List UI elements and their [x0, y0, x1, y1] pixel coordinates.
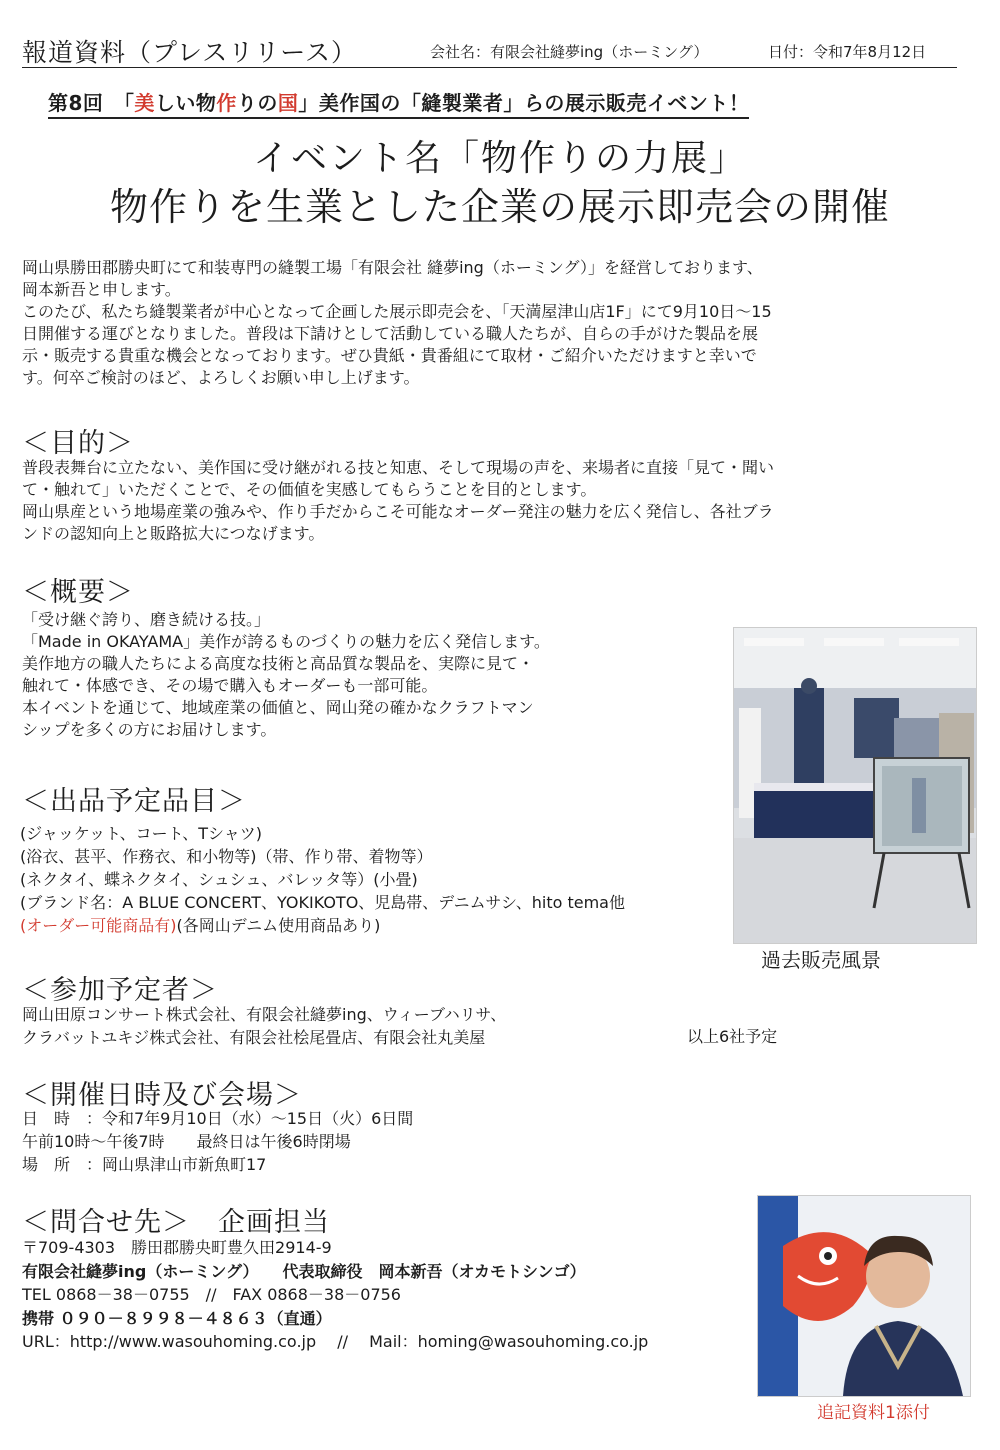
participants-heading: ＜参加予定者＞ [22, 975, 218, 1006]
overview-line: 美作地方の職人たちによる高度な技術と高品質な製品を、実際に見て・ [22, 654, 535, 673]
release-date: 日付：令和7年8月12日 [768, 43, 927, 61]
items-line: (ジャッケット、コート、Tシャツ) [20, 824, 262, 843]
schedule-place: 場 所 ：岡山県津山市新魚町17 [22, 1155, 267, 1174]
subtitle-red-text: 作 [216, 91, 237, 115]
contact-company: 有限会社縫夢ing（ホーミング） 代表取締役 岡本新吾（オカモトシンゴ） [22, 1261, 586, 1281]
purpose-line: ンドの認知向上と販路拡大につなげます。 [22, 524, 325, 543]
overview-heading: ＜概要＞ [22, 577, 134, 608]
schedule-time: 午前10時～午後7時 最終日は午後6時閉場 [22, 1132, 351, 1151]
contact-postal: 〒709-4303 勝田郡勝央町豊久田2914-9 [22, 1238, 332, 1257]
overview-line: 触れて・体感でき、その場で購入もオーダーも一部可能。 [22, 676, 438, 695]
overview-line: 「受け継ぐ誇り、磨き続ける技。」 [22, 610, 271, 629]
intro-line: このたび、私たち縫製業者が中心となって企画した展示即売会を、「天満屋津山店1F」にて9月10日～15 [22, 302, 772, 321]
participants-list [22, 1003, 506, 1049]
intro-paragraph [22, 257, 772, 389]
portrait-image [758, 1196, 970, 1396]
past-sales-photo [733, 627, 977, 944]
company-name: 会社名：有限会社縫夢ing（ホーミング） [430, 43, 709, 61]
past-sales-caption: 過去販売風景 [761, 948, 881, 972]
schedule-details [22, 1107, 413, 1176]
items-line: (ブランド名：A BLUE CONCERT、YOKIKOTO、児島帯、デニムサシ、hito tema他 [20, 893, 625, 912]
items-line [20, 914, 625, 937]
contact-mobile: 携帯 ０９０－８９９８－４８６３（直通） [22, 1308, 332, 1328]
participants-line: クラバットユキジ株式会社、有限会社桧尾畳店、有限会社丸美屋 [22, 1028, 486, 1047]
contact-url-mail: URL：http://www.wasouhoming.co.jp // Mail：homing@wasouhoming.co.jp [22, 1332, 649, 1351]
event-subtitle [48, 87, 749, 119]
overview-paragraph [22, 609, 550, 741]
intro-line: す。何卒ご検討のほど、よろしくお願い申し上げます。 [22, 368, 420, 387]
order-available-note: (オーダー可能商品有) [20, 916, 177, 935]
overview-line: 本イベントを通じて、地域産業の価値と、岡山発の確かなクラフトマン [22, 698, 534, 717]
subtitle-text: 」美作国の「縫製業者」らの展示販売イベント！ [298, 91, 750, 115]
items-list [20, 822, 625, 937]
intro-line: 日開催する運びとなりました。普段は下請けとして活動している職人たちが、自らの手がけた製品を展 [22, 324, 759, 343]
purpose-line: 岡山県産という地場産業の強みや、作り手だからこそ可能なオーダー発注の魅力を広く発信し、各社ブラ [22, 502, 774, 521]
contact-tel-fax: TEL 0868－38－0755 // FAX 0868－38－0756 [22, 1285, 401, 1304]
participants-count: 以上6社予定 [687, 1027, 778, 1046]
schedule-heading: ＜開催日時及び会場＞ [22, 1080, 302, 1111]
overview-line: シップを多くの方にお届けします。 [22, 720, 277, 739]
denim-note: (各岡山デニム使用商品あり) [176, 916, 381, 935]
subtitle-red-text: 美 [134, 91, 155, 115]
subtitle-text: 第8回 「 [48, 91, 135, 115]
portrait-photo [757, 1195, 971, 1397]
items-line: (ネクタイ、蝶ネクタイ、シュシュ、バレッタ等）(小畳) [20, 870, 418, 889]
subtitle-text: りの [236, 91, 278, 115]
store-scene-image [734, 628, 976, 943]
document-type: 報道資料（プレスリリース） [22, 38, 358, 67]
items-heading: ＜出品予定品目＞ [22, 786, 246, 817]
purpose-heading: ＜目的＞ [22, 428, 134, 459]
intro-line: 岡山県勝田郡勝央町にて和装専門の縫製工場「有限会社 縫夢ing（ホーミング）」を経営しております、 [22, 258, 763, 277]
press-header [22, 33, 957, 68]
event-title: イベント名「物作りの力展」 [252, 138, 747, 179]
subtitle-text: しい物 [154, 91, 217, 115]
attachment-note: 追記資料1添付 [817, 1403, 930, 1423]
participants-line: 岡山田原コンサート株式会社、有限会社縫夢ing、ウィーブハリサ、 [22, 1005, 507, 1024]
subtitle-red-text: 国 [277, 91, 299, 115]
intro-line: 岡本新吾と申します。 [22, 280, 181, 299]
overview-line: 「Made in OKAYAMA」美作が誇るものづくりの魅力を広く発信します。 [22, 632, 550, 651]
contact-heading: ＜問合せ先＞ 企画担当 [22, 1207, 330, 1238]
items-line: (浴衣、甚平、作務衣、和小物等)（帯、作り帯、着物等） [20, 847, 433, 866]
purpose-line: て・触れて」いただくことで、その価値を実感してもらうことを目的とします。 [22, 480, 597, 499]
schedule-date: 日 時 ：令和7年9月10日（水）～15日（火）6日間 [22, 1109, 414, 1128]
purpose-line: 普段表舞台に立たない、美作国に受け継がれる技と知恵、そして現場の声を、来場者に直接「見て・聞い [22, 458, 775, 477]
purpose-paragraph [22, 457, 774, 545]
contact-details [22, 1236, 648, 1354]
event-title-sub: 物作りを生業とした企業の展示即売会の開催 [109, 185, 890, 229]
intro-line: 示・販売する貴重な機会となっております。ぜひ貴紙・貴番組にて取材・ご紹介いただけますと幸いで [22, 346, 757, 365]
